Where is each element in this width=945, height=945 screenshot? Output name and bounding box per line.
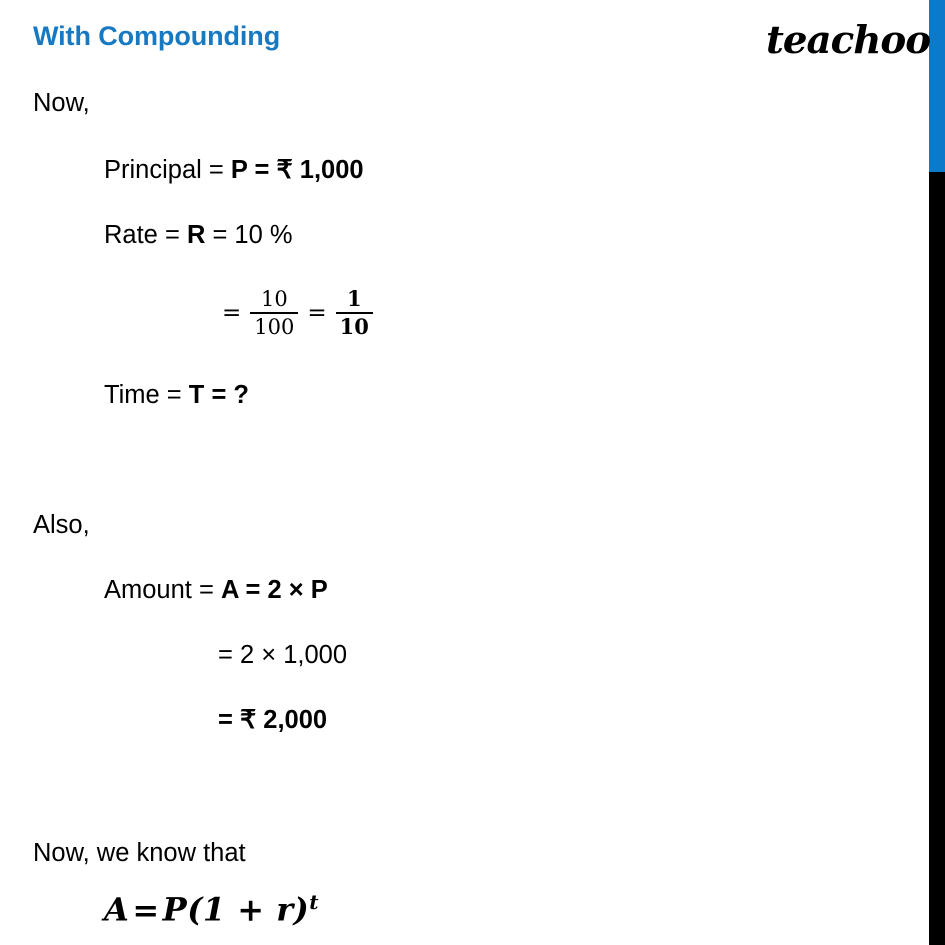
equals-sign-1: = — [222, 299, 242, 326]
equals-sign-2: = — [307, 299, 327, 326]
fraction-denominator: 10 — [336, 312, 373, 338]
amount-label: Amount = — [104, 576, 221, 604]
fraction-one-over-ten — [336, 288, 373, 339]
formula-rhs: P(1 + r) — [162, 890, 310, 929]
time-line — [104, 380, 249, 410]
formula-exponent: t — [309, 890, 319, 914]
amount-result-value: = ₹ 2,000 — [218, 706, 328, 734]
principal-value: P = ₹ 1,000 — [230, 156, 364, 184]
right-edge-black-bar — [929, 172, 945, 945]
also-label: Also, — [33, 511, 90, 539]
rate-label: Rate = — [104, 221, 187, 249]
principal-line — [104, 155, 364, 185]
intro-label: Now, — [33, 89, 90, 117]
formula-equals: = — [132, 890, 160, 929]
amount-line — [104, 575, 328, 605]
fraction-numerator: 1 — [346, 286, 362, 311]
rate-value: = 10 % — [205, 221, 293, 249]
rate-symbol: R — [186, 221, 206, 249]
amount-result-line — [218, 705, 327, 735]
fraction-denominator: 100 — [250, 312, 298, 338]
fraction-ten-over-hundred — [250, 288, 298, 339]
know-label: Now, we know that — [33, 839, 246, 867]
teachoo-logo: teachoo — [766, 17, 931, 62]
time-label: Time = — [104, 381, 189, 409]
time-value: T = ? — [188, 381, 249, 409]
formula-lhs: A — [104, 890, 130, 929]
page-title: With Compounding — [33, 21, 281, 51]
fraction-numerator: 10 — [260, 287, 288, 311]
amount-formula: A = 2 × P — [220, 576, 328, 604]
amount-substitution-line: = 2 × 1,000 — [218, 641, 348, 669]
right-edge-blue-bar — [929, 0, 945, 172]
compound-interest-formula — [104, 890, 319, 929]
principal-label: Principal = — [104, 156, 231, 184]
rate-line — [104, 220, 293, 250]
rate-fraction-expression — [222, 288, 373, 339]
